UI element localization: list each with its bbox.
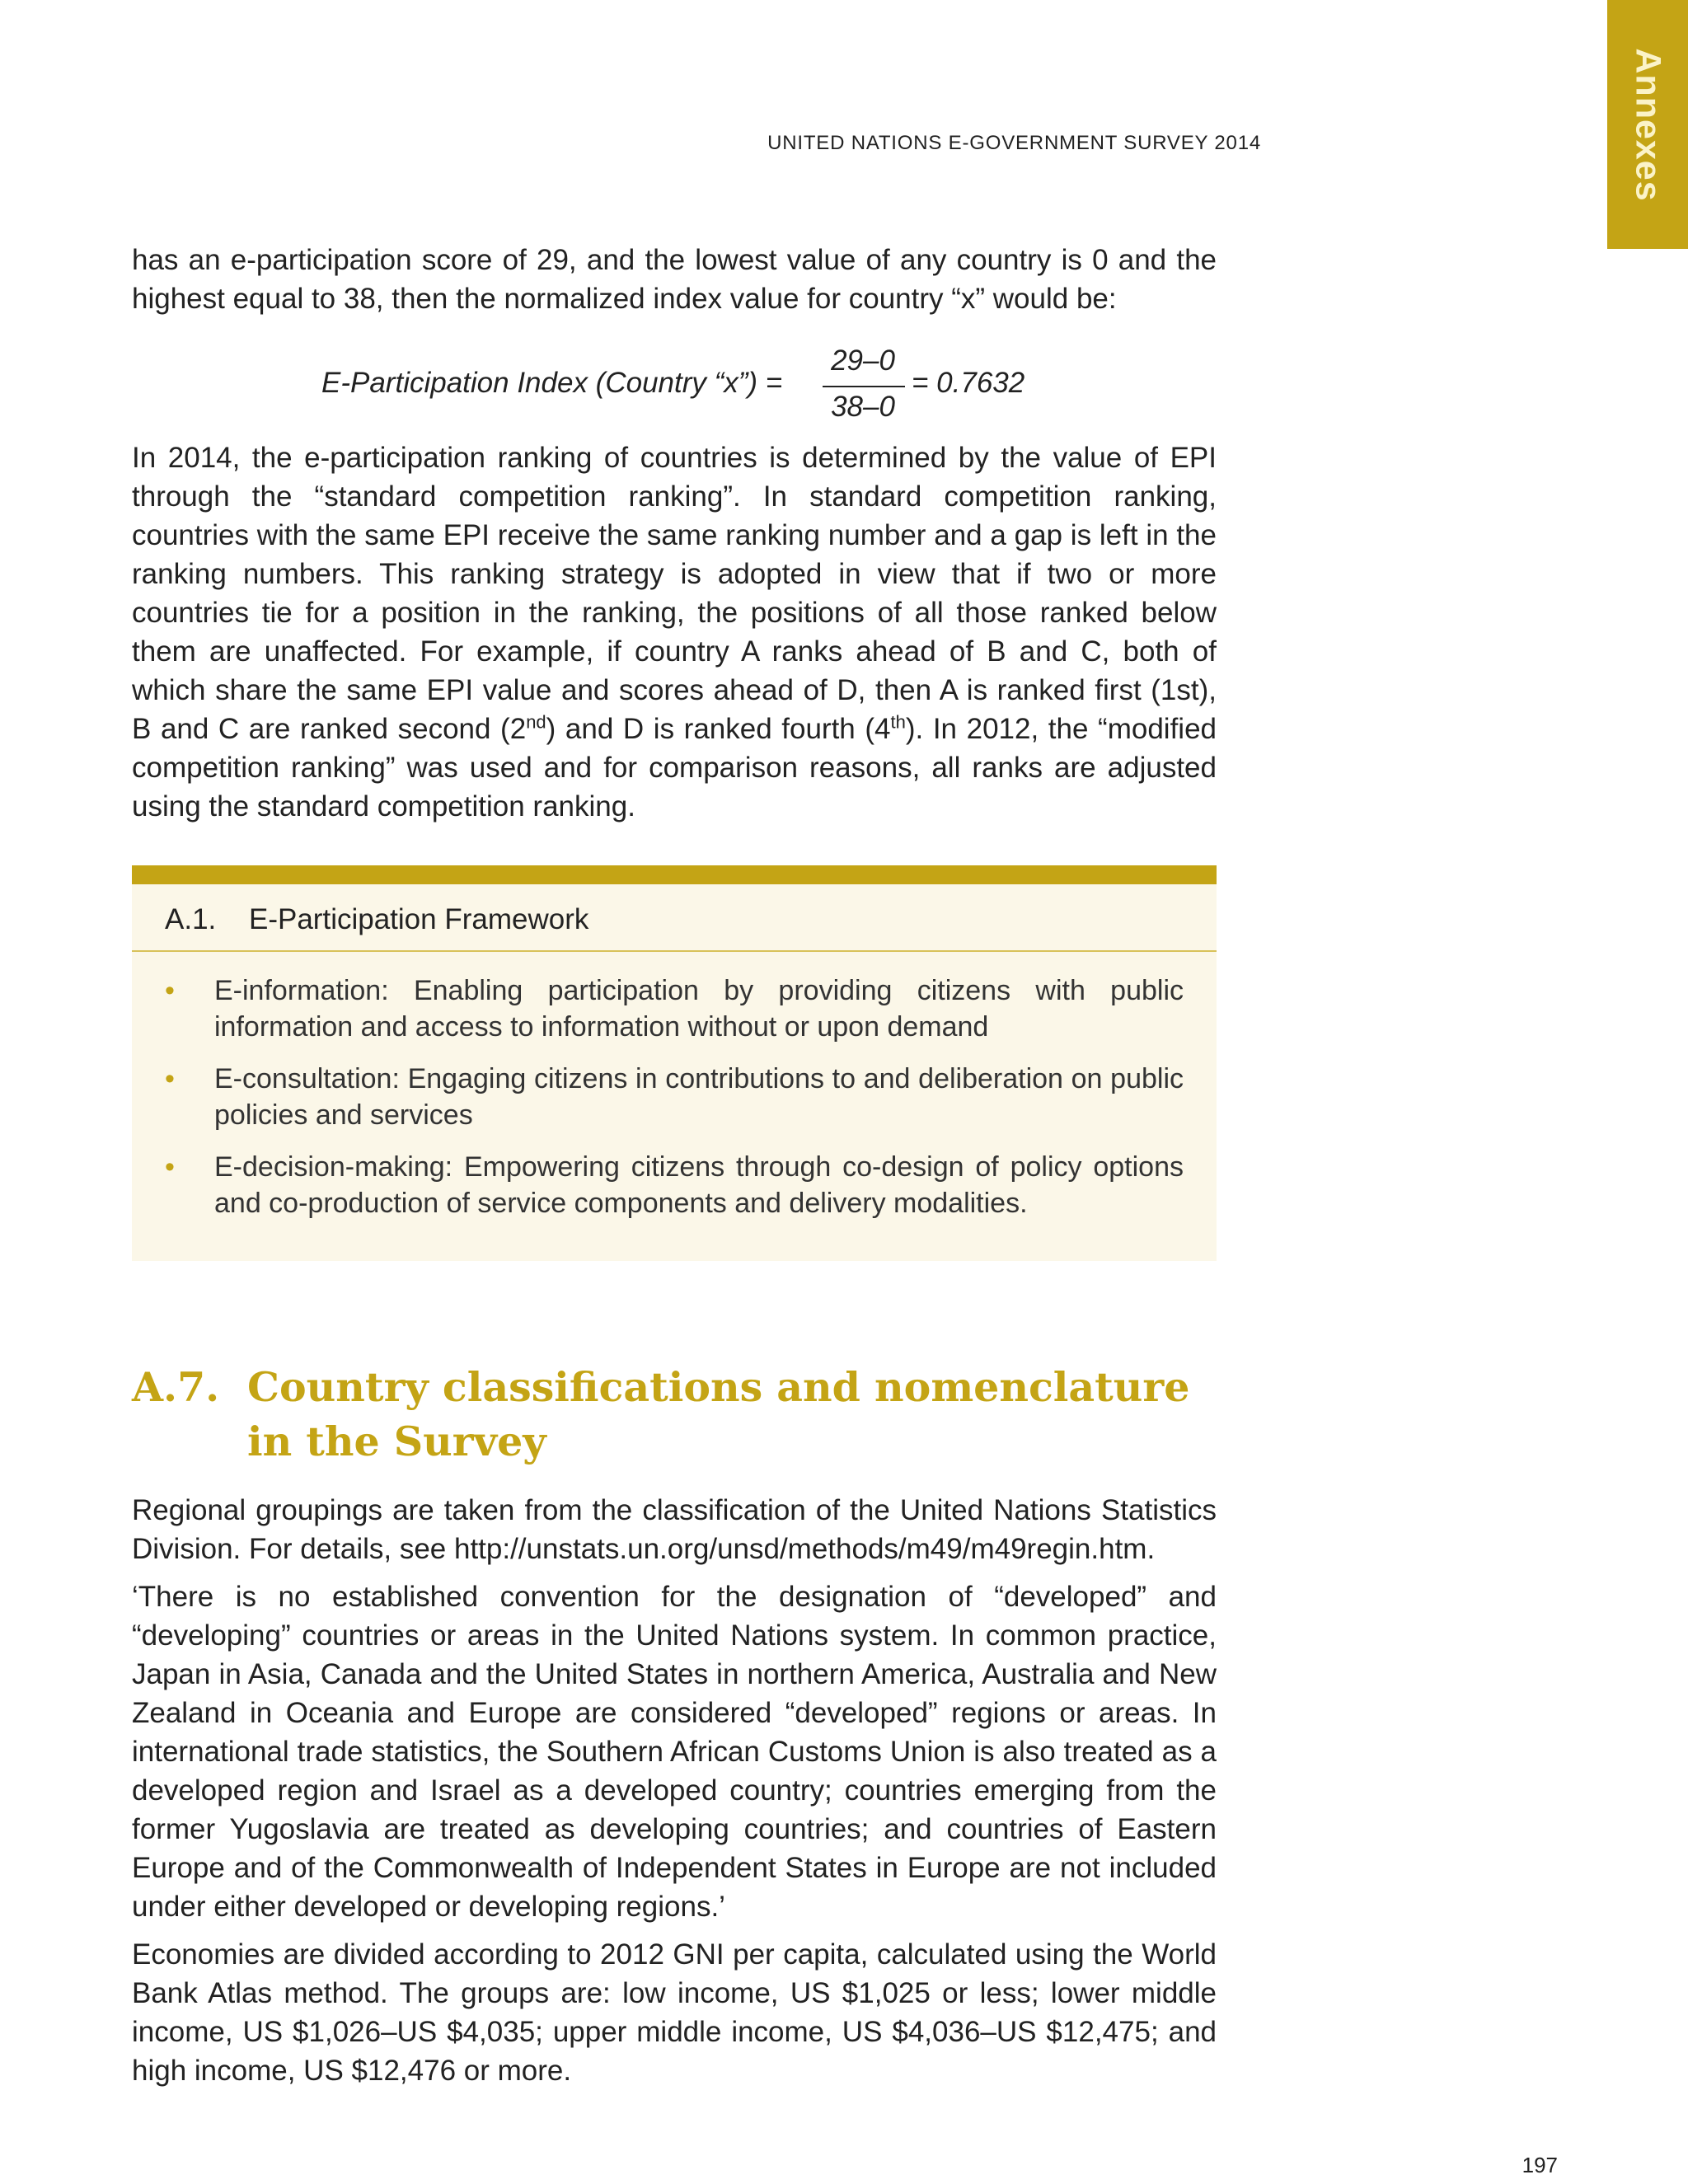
ranking-text-part3: ). In 2012, the “modified competition ranking” was used and for comparison reasons, all ranks are adjusted using the standard competition ranking. [132,713,1217,823]
ranking-text-part1: In 2014, the e-participation ranking of countries is determined by the value of EPI through the “standard competition ranking”. In standard competition ranking, countries with the same EPI receive the same ranking number and a gap is left in the ranking numbers. This ranking strategy is adopted in view that if two or more countries tie for a position in the ranking, the positions of all those ranked below them are unaffected. For example, if country A ranks ahead of B and C, both of which share the same EPI value and scores ahead of D, then A is ranked first (1st), B and C are ranked second (2 [132,442,1217,745]
equation-label: E-Participation Index (Country “x”) = [321,367,783,399]
fraction-bar [823,386,905,387]
framework-item-e-information: E-information: Enabling participation by providing citizens with public information and access to information without or upon demand [214,975,1184,1043]
running-header: UNITED NATIONS E-GOVERNMENT SURVEY 2014 [767,132,1261,154]
section-title: Country classifications and nomenclature in the Survey [247,1363,1190,1465]
framework-box-number: A.1. [165,903,217,935]
framework-box-title [165,903,588,936]
section-tab-label: Annexes [1628,47,1668,202]
framework-box-title-text: E-Participation Framework [249,903,589,935]
regional-groupings-paragraph: Regional groupings are taken from the classification of the United Nations Statistics Division. For details, see http://unstats.un.org/unsd/methods/m49/m49regin.htm. [132,1494,1217,1565]
bullet-icon: • [165,1151,175,1183]
ranking-paragraph [132,438,1217,826]
framework-item-e-decision-making: E-decision-making: Empowering citizens through co-design of policy options and co-production of service components and delivery modalities. [214,1151,1184,1219]
equation-numerator: 29–0 [831,344,895,377]
income-groups-paragraph: Economies are divided according to 2012 GNI per capita, calculated using the World Bank Atlas method. The groups are: low income, US $1,025 or less; lower middle income, US $1,026–US $4,035; upper middle income, US $4,036–US $12,475; and high income, US $12,476 or more. [132,1938,1217,2087]
section-number: A.7. [132,1363,220,1411]
intro-paragraph: has an e-participation score of 29, and the lowest value of any country is 0 and the highest equal to 38, then the normalized index value for country “x” would be: [132,244,1217,315]
developed-designation-paragraph: ‘There is no established convention for the designation of “developed” and “developing” countries or areas in the United Nations system. In common practice, Japan in Asia, Canada and the United States in northern America, Australia and New Zealand in Oceania and Europe are considered “developed” regions or areas. In international trade statistics, the Southern African Customs Union is also treated as a developed region and Israel as a developed country; countries emerging from the former Yugoslavia are treated as developing countries; and countries of Eastern Europe and of the Commonwealth of Independent States in Europe are not included under either developed or developing regions.’ [132,1581,1217,1923]
ranking-sup-nd: nd [526,711,546,733]
bullet-icon: • [165,975,175,1006]
section-tab-label-wrap [1607,0,1688,249]
page-number: 197 [1522,2153,1558,2177]
equation-denominator: 38–0 [831,391,895,423]
framework-box-divider [132,950,1217,952]
bullet-icon: • [165,1063,175,1094]
framework-item-e-consultation: E-consultation: Engaging citizens in contributions to and deliberation on public policies and services [214,1063,1184,1131]
equation-result: = 0.7632 [912,367,1025,399]
ranking-sup-th: th [890,711,906,733]
ranking-text-part2: ) and D is ranked fourth (4 [546,713,891,745]
